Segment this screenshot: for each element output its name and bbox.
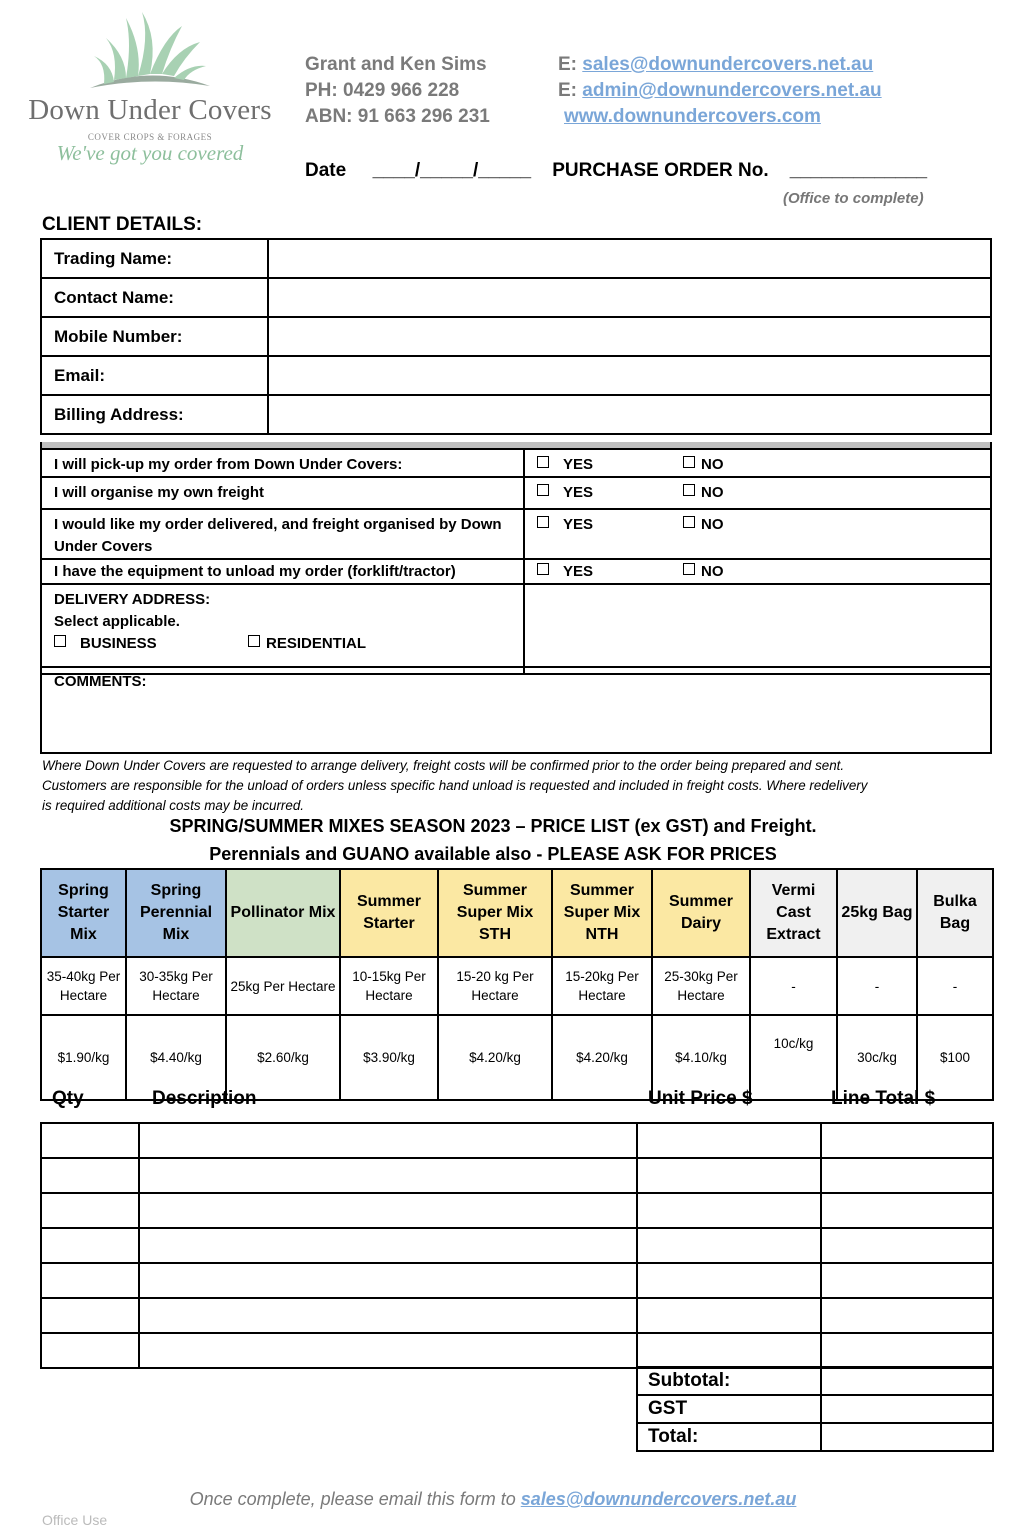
contact-phone: PH: 0429 966 228 (305, 80, 460, 101)
table-row (41, 239, 991, 278)
footer-text: Once complete, please email this form to (189, 1489, 521, 1509)
gst-field[interactable] (821, 1395, 993, 1423)
qty-cell[interactable] (41, 1228, 139, 1263)
logo-subtitle: COVER CROPS & FORAGES (87, 132, 213, 142)
product-header: Spring Perennial Mix (126, 869, 226, 957)
description-cell[interactable] (139, 1263, 637, 1298)
client-details-title: CLIENT DETAILS: (42, 214, 203, 235)
email-field[interactable] (268, 356, 991, 395)
table-row (41, 509, 991, 559)
sowing-rate: - (837, 957, 917, 1015)
order-line (41, 1298, 993, 1333)
unit-price-cell[interactable] (637, 1298, 821, 1333)
total-label: Total: (637, 1423, 821, 1451)
delivery-no-checkbox[interactable] (683, 516, 695, 528)
table-row (41, 317, 991, 356)
price-list-table (40, 868, 994, 1101)
equipment-question: I have the equipment to unload my order (forklift/tractor) (41, 559, 524, 584)
equipment-no-checkbox[interactable] (683, 563, 695, 575)
office-use-label: Office Use (42, 1512, 108, 1528)
qty-cell[interactable] (41, 1298, 139, 1333)
qty-cell[interactable] (41, 1123, 139, 1158)
sowing-rate: 30-35kg Per Hectare (126, 957, 226, 1015)
order-line (41, 1158, 993, 1193)
description-cell[interactable] (139, 1123, 637, 1158)
sowing-rate-row (41, 957, 993, 1015)
office-note: (Office to complete) (783, 190, 924, 207)
disclaimer-line: is required additional costs may be incurred. (42, 798, 304, 813)
date-label: Date (305, 160, 347, 181)
po-field[interactable]: _____________ (789, 160, 928, 181)
po-label: PURCHASE ORDER No. (552, 160, 769, 181)
logo-company-name: Down Under Covers (28, 94, 272, 126)
sowing-rate: - (917, 957, 993, 1015)
product-header: Summer Starter (340, 869, 438, 957)
unit-price-cell[interactable] (637, 1158, 821, 1193)
line-total-cell[interactable] (821, 1158, 993, 1193)
yes-label: YES (563, 563, 594, 580)
business-checkbox[interactable] (54, 635, 66, 647)
subtotal-field[interactable] (821, 1367, 993, 1395)
trading-name-label: Trading Name: (41, 239, 268, 278)
product-price: $4.20/kg (552, 1015, 652, 1100)
product-price: $4.40/kg (126, 1015, 226, 1100)
table-row (41, 584, 991, 674)
product-price: $2.60/kg (226, 1015, 340, 1100)
price-list-subtitle: Perennials and GUANO available also - PLEASE ASK FOR PRICES (209, 844, 777, 864)
contact-name-label: Contact Name: (41, 278, 268, 317)
product-header: Spring Starter Mix (41, 869, 126, 957)
line-total-cell[interactable] (821, 1193, 993, 1228)
sales-email-link[interactable]: sales@downundercovers.net.au (582, 54, 874, 75)
qty-cell[interactable] (41, 1193, 139, 1228)
no-label: NO (701, 456, 724, 473)
own-freight-yes-checkbox[interactable] (537, 484, 549, 496)
email-prefix: E: (558, 54, 583, 75)
description-cell[interactable] (139, 1193, 637, 1228)
yes-label: YES (563, 456, 594, 473)
yes-label: YES (563, 484, 594, 501)
sowing-rate: 15-20 kg Per Hectare (438, 957, 552, 1015)
company-logo (14, 8, 286, 173)
trading-name-field[interactable] (268, 239, 991, 278)
disclaimer-line: Where Down Under Covers are requested to arrange delivery, freight costs will be confirmed prior to the order being prepared and sent. (42, 758, 845, 773)
unit-price-cell[interactable] (637, 1193, 821, 1228)
price-header-row (41, 869, 993, 957)
description-cell[interactable] (139, 1333, 637, 1368)
delivery-address-block (41, 584, 524, 674)
billing-address-label: Billing Address: (41, 395, 268, 434)
pickup-question: I will pick-up my order from Down Under Covers: (41, 449, 524, 477)
line-total-cell[interactable] (821, 1228, 993, 1263)
qty-header: Qty (52, 1088, 84, 1109)
billing-address-field[interactable] (268, 395, 991, 434)
totals-table (636, 1366, 994, 1452)
product-header: Bulka Bag (917, 869, 993, 957)
freight-disclaimer (42, 756, 1002, 816)
product-header: Summer Dairy (652, 869, 750, 957)
pickup-no-checkbox[interactable] (683, 456, 695, 468)
product-price: $4.20/kg (438, 1015, 552, 1100)
product-price: $1.90/kg (41, 1015, 126, 1100)
product-header: 25kg Bag (837, 869, 917, 957)
order-lines-table (40, 1122, 994, 1369)
sowing-rate: 25-30kg Per Hectare (652, 957, 750, 1015)
subtotal-label: Subtotal: (637, 1367, 821, 1395)
sowing-rate: 10-15kg Per Hectare (340, 957, 438, 1015)
product-header: Pollinator Mix (226, 869, 340, 957)
contact-name-field[interactable] (268, 278, 991, 317)
unit-price-cell[interactable] (637, 1123, 821, 1158)
qty-cell[interactable] (41, 1158, 139, 1193)
delivery-question: I would like my order delivered, and freight organised by Down Under Covers (41, 509, 524, 559)
contact-right (558, 52, 882, 130)
table-row (41, 278, 991, 317)
no-label: NO (701, 484, 724, 501)
own-freight-no-checkbox[interactable] (683, 484, 695, 496)
comments-field[interactable] (40, 666, 992, 754)
product-price: 10c/kg (750, 1015, 837, 1100)
table-row (637, 1423, 993, 1451)
qty-cell[interactable] (41, 1263, 139, 1298)
unit-price-cell[interactable] (637, 1333, 821, 1368)
equipment-yes-checkbox[interactable] (537, 563, 549, 575)
website-link[interactable]: www.downundercovers.com (564, 106, 821, 127)
comments-label: COMMENTS: (54, 673, 147, 690)
unit-price-header: Unit Price $ (648, 1088, 753, 1109)
order-line (41, 1193, 993, 1228)
mobile-number-field[interactable] (268, 317, 991, 356)
footer-email-link[interactable]: sales@downundercovers.net.au (520, 1489, 797, 1509)
table-row (41, 559, 991, 584)
line-total-cell[interactable] (821, 1123, 993, 1158)
mobile-number-label: Mobile Number: (41, 317, 268, 356)
line-total-cell[interactable] (821, 1333, 993, 1368)
delivery-options-table (40, 448, 992, 675)
product-header: Summer Super Mix STH (438, 869, 552, 957)
logo-tagline: We've got you covered (56, 141, 244, 165)
table-row (637, 1367, 993, 1395)
line-total-header: Line Total $ (831, 1088, 936, 1109)
table-row (637, 1395, 993, 1423)
yes-label: YES (563, 516, 594, 533)
total-field[interactable] (821, 1423, 993, 1451)
own-freight-question: I will organise my own freight (41, 477, 524, 509)
date-field[interactable]: ____/_____/_____ (372, 160, 532, 181)
sowing-rate: 25kg Per Hectare (226, 957, 340, 1015)
delivery-address-field[interactable] (524, 584, 991, 674)
order-line (41, 1333, 993, 1368)
table-row (41, 395, 991, 434)
line-total-cell[interactable] (821, 1263, 993, 1298)
no-label: NO (701, 516, 724, 533)
sowing-rate: - (750, 957, 837, 1015)
footer-note (0, 1489, 986, 1510)
contact-abn: ABN: 91 663 296 231 (305, 106, 490, 127)
product-price: $3.90/kg (340, 1015, 438, 1100)
description-cell[interactable] (139, 1158, 637, 1193)
date-po-row (305, 160, 927, 182)
product-header: Vermi Cast Extract (750, 869, 837, 957)
gst-label: GST (637, 1395, 821, 1423)
disclaimer-line: Customers are responsible for the unload of orders unless specific hand unload is requested and included in freight costs. Where redelivery (42, 778, 868, 793)
qty-cell[interactable] (41, 1333, 139, 1368)
table-row (41, 477, 991, 509)
sowing-rate: 15-20kg Per Hectare (552, 957, 652, 1015)
pickup-yes-checkbox[interactable] (537, 456, 549, 468)
contact-names: Grant and Ken Sims (305, 54, 487, 75)
unit-price-cell[interactable] (637, 1263, 821, 1298)
description-cell[interactable] (139, 1298, 637, 1333)
residential-label: RESIDENTIAL (266, 635, 367, 652)
select-applicable-label: Select applicable. (54, 613, 180, 630)
client-details-table (40, 238, 992, 435)
table-row (41, 356, 991, 395)
line-total-cell[interactable] (821, 1298, 993, 1333)
price-list-title: SPRING/SUMMER MIXES SEASON 2023 – PRICE LIST (ex GST) and Freight. (169, 816, 817, 836)
email-prefix: E: (558, 80, 583, 101)
product-price: $4.10/kg (652, 1015, 750, 1100)
no-label: NO (701, 563, 724, 580)
sowing-rate: 35-40kg Per Hectare (41, 957, 126, 1015)
email-label: Email: (41, 356, 268, 395)
unit-price-cell[interactable] (637, 1228, 821, 1263)
business-label: BUSINESS (80, 635, 157, 652)
product-price: 30c/kg (837, 1015, 917, 1100)
admin-email-link[interactable]: admin@downundercovers.net.au (582, 80, 882, 101)
order-line (41, 1123, 993, 1158)
table-row (41, 449, 991, 477)
grass-icon (14, 8, 286, 98)
product-price: $100 (917, 1015, 993, 1100)
residential-checkbox[interactable] (248, 635, 260, 647)
description-cell[interactable] (139, 1228, 637, 1263)
order-line (41, 1228, 993, 1263)
delivery-yes-checkbox[interactable] (537, 516, 549, 528)
order-line (41, 1263, 993, 1298)
contact-left (305, 52, 490, 130)
description-header: Description (152, 1088, 257, 1109)
delivery-address-label: DELIVERY ADDRESS: (54, 591, 211, 608)
product-header: Summer Super Mix NTH (552, 869, 652, 957)
